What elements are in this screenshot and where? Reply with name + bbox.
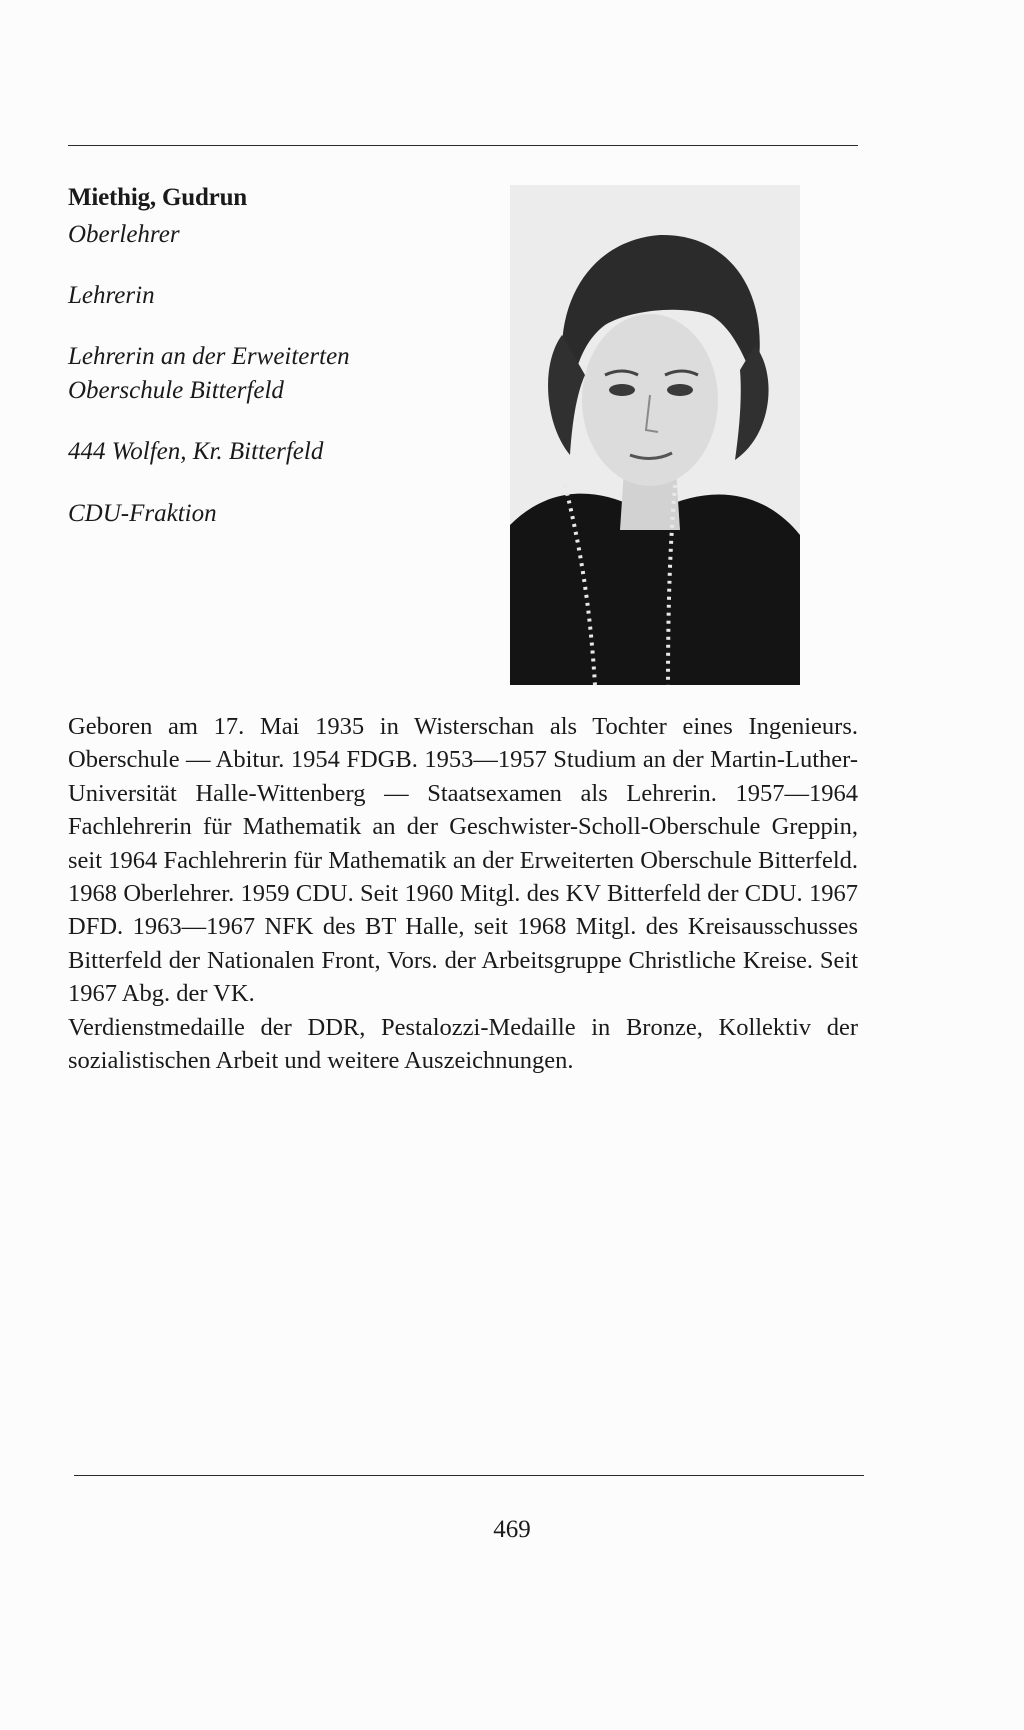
biography-career: Geboren am 17. Mai 1935 in Wisterschan als Tochter eines Ingenieurs. Oberschule — Abitur. 1954 FDGB. 1953—1957 Studium an der Martin-Luther-Universität Halle-Wittenberg — Staatsexamen als Lehrerin. 1957—1964 Fachlehrerin für Mathematik an der Geschwister-Scholl-Oberschule Greppin, seit 1964 Fachlehrerin für Mathematik an der Erweiterten Oberschule Bitterfeld. 1968 Oberlehrer. 1959 CDU. Seit 1960 Mitgl. des KV Bitterfeld der CDU. 1967 DFD. 1963—1967 NFK des BT Halle, seit 1968 Mitgl. des Kreisausschusses Bitterfeld der Nationalen Front, Vors. der Arbeitsgruppe Christliche Kreise. Seit 1967 Abg. der VK. (68, 713, 858, 1008)
entry-faction: CDU-Fraktion (68, 500, 217, 527)
portrait-photo (510, 185, 800, 685)
bottom-rule (74, 1475, 864, 1476)
biography-awards: Verdienstmedaille der DDR, Pestalozzi-Medaille in Bronze, Kollektiv der sozialistischen Arbeit und weitere Auszeichnungen. (68, 1013, 858, 1075)
biography (68, 710, 858, 1077)
entry-title: Oberlehrer (68, 221, 180, 248)
entry-occupation: Lehrerin (68, 282, 155, 309)
top-rule (68, 145, 858, 146)
entry-name: Miethig, Gudrun (68, 184, 247, 211)
portrait-image (510, 185, 800, 685)
page-number: 469 (493, 1516, 531, 1543)
entry-address: 444 Wolfen, Kr. Bitterfeld (68, 438, 324, 465)
entry-position: Lehrerin an der Erweiterten Oberschule Bitterfeld (68, 343, 350, 404)
